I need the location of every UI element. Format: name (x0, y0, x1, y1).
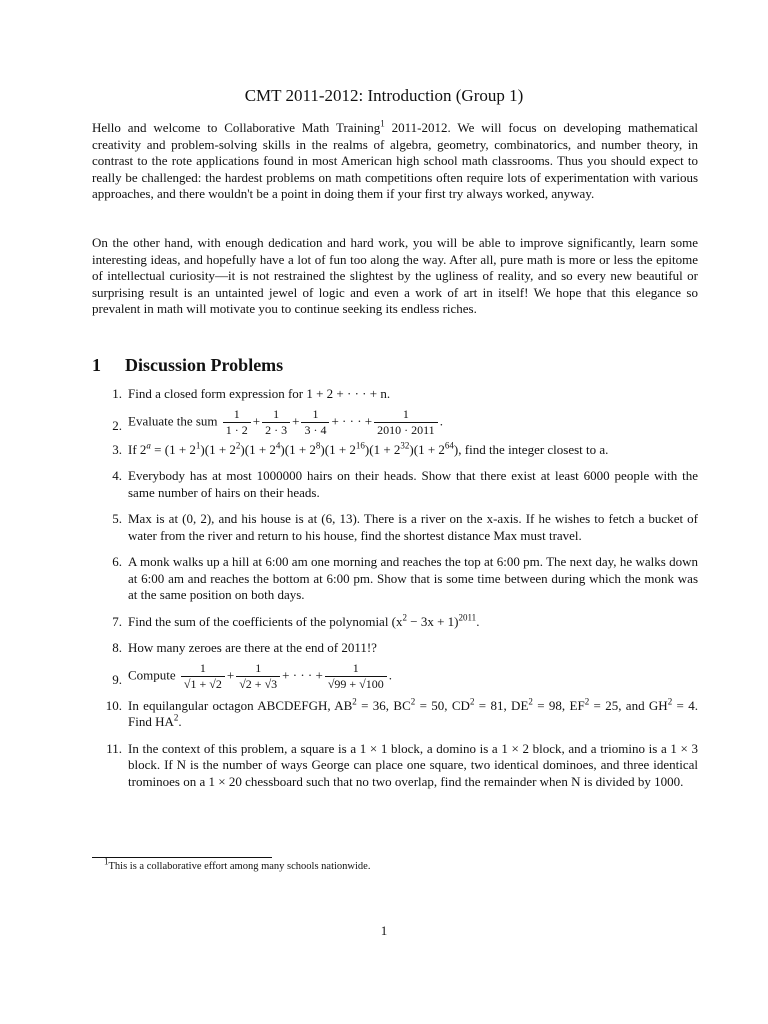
fraction: $\frac{1}{2 \cdot 3}$ (262, 407, 290, 438)
problem-text: Find a closed form expression for 1 + 2 + · · · + n. (128, 386, 391, 401)
footnote-text: This is a collaborative effort among many schools nationwide. (108, 861, 371, 872)
problem-item: 9. Compute $\frac{1}{√1 + √2}$ + $\frac{1}{√2 + √3}$ + · · · + $\frac{1}{√99 + √100}$ . (92, 661, 698, 692)
footnote-ref: 1 (380, 118, 385, 129)
footnote (104, 856, 694, 872)
problem-item: 2. Evaluate the sum $\frac{1}{1 \cdot 2}$ + $\frac{1}{2 \cdot 3}$ + $\frac{1}{3 \cdot 4}$ + · · · + $\frac{1}{2010 \cdot 2011}$ . (92, 407, 698, 438)
problem-number: 10. (105, 697, 122, 713)
section-number: 1 (92, 355, 101, 375)
section-title: Discussion Problems (125, 355, 284, 375)
problem-item: 7. Find the sum of the coefficients of the polynomial $(x^2 - 3x + 1)^{2011}$. (92, 614, 698, 631)
problem-text: A monk walks up a hill at 6:00 am one morning and reaches the top at 6:00 pm. The next day, he walks down at 6:00 am and reaches the bottom at 6:00 pm. Show that is some time between during which the monk was at the same position on both days. (128, 554, 698, 602)
fraction: $\frac{1}{√1 + √2}$ (181, 661, 225, 692)
problem-number: 8. (112, 640, 122, 655)
intro-paragraph-2: On the other hand, with enough dedication and hard work, you will be able to improve significantly, learn some interesting ideas, and hopefully have a lot of fun too along the way. After all, pure math is more or less the epitome of intellectual curiosity—it is not restrained the slightest by the ugliness of reality, and so every new beautiful or surprising result is an untainted jewel of logic and even a work of art in itself! We hope that this elegance so prevalent in math will motivate you to continue seeking its endless riches. (92, 235, 698, 316)
problem-item (92, 468, 698, 501)
problem-item (92, 554, 698, 604)
section-heading (92, 355, 283, 376)
fraction: $\frac{1}{√2 + √3}$ (236, 661, 280, 692)
fraction: $\frac{1}{2010 \cdot 2011}$ (374, 407, 438, 438)
intro-text-start: Hello and welcome to Collaborative Math Training (92, 120, 381, 135)
problem-number: 6. (112, 554, 122, 569)
problem-number: 4. (112, 468, 122, 483)
problem-text: Everybody has at most 1000000 hairs on their heads. Show that there exist at least 6000 people with the same number of hairs on their heads. (128, 468, 698, 500)
footnote-mark: 1 (104, 856, 109, 867)
problem-number: 2. (112, 417, 122, 433)
problem-list (92, 386, 698, 790)
problem-text: In the context of this problem, a square is a 1 × 1 block, a domino is a 1 × 2 block, and a triomino is a 1 × 3 block. If N is the number of ways George can place one square, two identical dominoes, and three identical trominoes on a 1 × 20 chessboard such that no two overlap, find the remainder when N is divided by 1000. (128, 740, 698, 789)
fraction: $\frac{1}{3 \cdot 4}$ (301, 407, 329, 438)
problem-item: 3. If $2^a = (1 + 2^1)(1 + 2^2)(1 + 2^4)(1 + 2^8)(1 + 2^{16})(1 + 2^{32})(1 + 2^{64})$, find the integer closest to a. (92, 442, 698, 459)
fraction: $\frac{1}{√99 + √100}$ (325, 661, 387, 692)
page-number: 1 (380, 923, 388, 938)
problem-number: 5. (112, 511, 122, 526)
page-title: CMT 2011-2012: Introduction (Group 1) (244, 86, 524, 105)
problem-text: Evaluate the sum (128, 412, 218, 428)
ellipsis-sum: + · · · + (331, 412, 373, 428)
problem-number: 11. (106, 740, 122, 756)
problem-number: 7. (112, 613, 122, 629)
footnote-divider (92, 857, 272, 858)
problem-text: Max is at (0, 2), and his house is at (6, 13). There is a river on the x-axis. If he wishes to fetch a bucket of water from the river and return to his house, find the shortest distance Max must travel. (128, 511, 698, 543)
problem-number: 1. (112, 386, 122, 401)
problem-item (92, 741, 698, 791)
problem-item (92, 511, 698, 544)
problem-item (92, 386, 698, 403)
fraction: $\frac{1}{1 \cdot 2}$ (223, 407, 251, 438)
intro-paragraph-1 (92, 120, 698, 203)
problem-item (92, 640, 698, 657)
problem-item: 10. In equilangular octagon ABCDEFGH, $AB^2 = 36$, $BC^2 = 50$, $CD^2 = 81$, $DE^2 = 98$, $EF^2 = 25$, and $GH^2 = 4$. Find $HA^2$. (92, 698, 698, 731)
problem-text: How many zeroes are there at the end of 2011!? (128, 640, 377, 655)
problem-number: 9. (112, 671, 122, 687)
intro-text-rest: 2011-2012. We will focus on developing mathematical creativity and problem-solving skills in the realms of algebra, geometry, combinatorics, and number theory, in contrast to the rote applications found in most American high school math classrooms. Thus you should expect to really be challenged: the hardest problems on math competitions often require lots of experimentation with various approaches, and there wouldn't be a point in doing them if your first try always worked, anyway. (92, 120, 698, 201)
problem-number: 3. (112, 441, 122, 457)
